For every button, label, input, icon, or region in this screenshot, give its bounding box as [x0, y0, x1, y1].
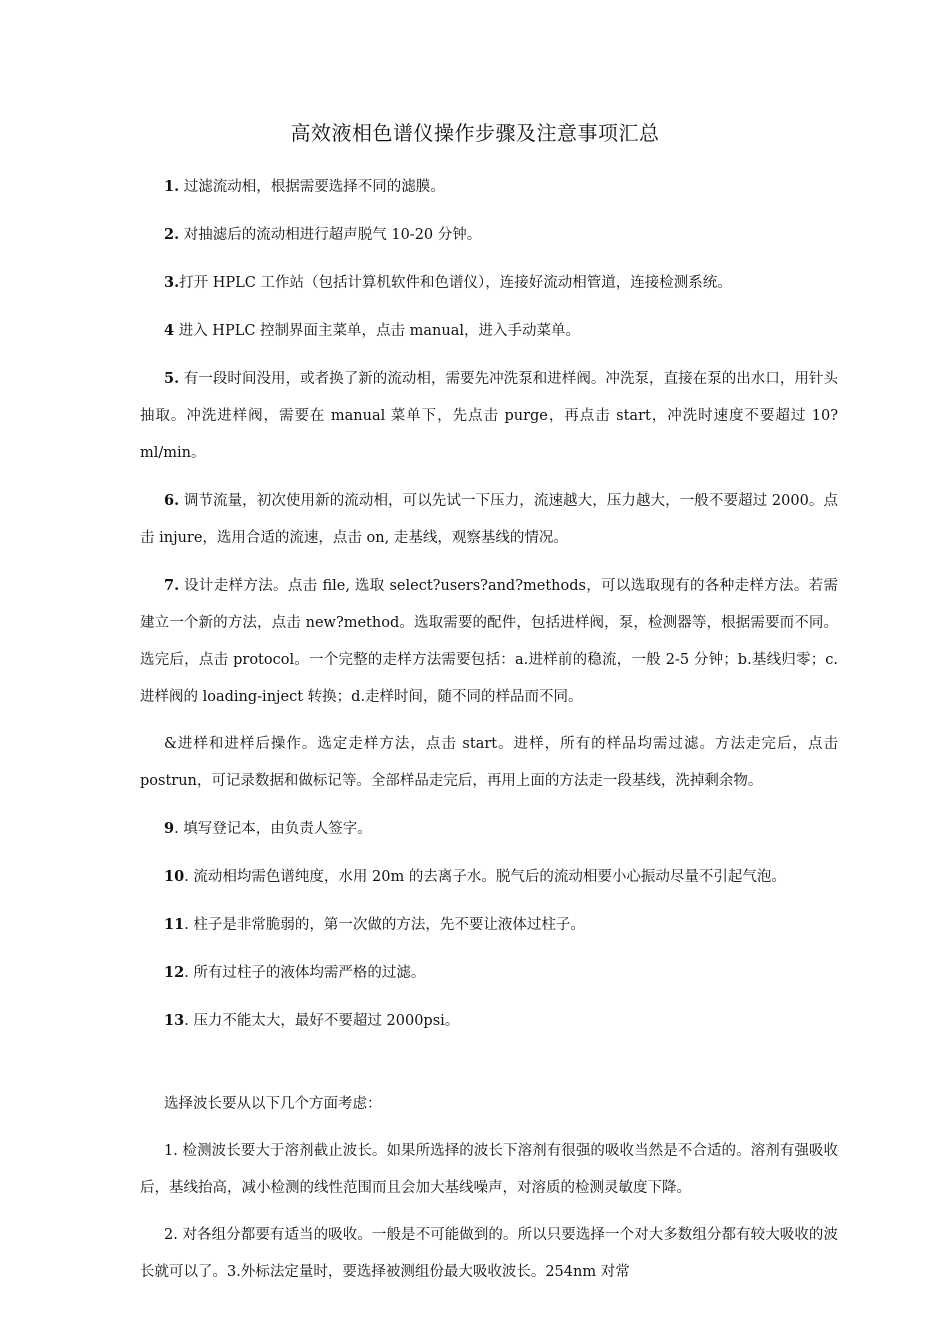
step-text: 设计走样方法。点击 file, 选取 select?users?and?methods，可以选取现有的各种走样方法。若需建立一个新的方法，点击 new?method。选取需要的配件，包括进样阀，泵，检测器等，根据需要而不同。选完后，点击 protocol。一个完整的走样方法需要包括：a.进样前的稳流，一般 2-5 分钟；b.基线归零；c.进样阀的 loading-inject 转换；d.走样时间，随不同的样品而不同。: [140, 578, 838, 705]
step-8: [140, 726, 838, 800]
section-gap: [140, 1050, 838, 1086]
step-number: 9: [164, 820, 175, 837]
step-text: . 所有过柱子的液体均需严格的过滤。: [184, 965, 426, 981]
step-10: [140, 858, 838, 896]
step-number: 3.: [164, 274, 180, 291]
step-text: . 柱子是非常脆弱的，第一次做的方法，先不要让液体过柱子。: [184, 917, 585, 933]
step-7: [140, 567, 838, 716]
step-13: [140, 1002, 838, 1040]
step-9: [140, 810, 838, 848]
step-text: . 压力不能太大，最好不要超过 2000psi。: [184, 1013, 460, 1029]
wavelength-item-2: 2. 对各组分都要有适当的吸收。一般是不可能做到的。所以只要选择一个对大多数组分都有较大吸收的波长就可以了。3.外标法定量时，要选择被测组份最大吸收波长。254nm 对常: [140, 1227, 838, 1280]
step-6: [140, 482, 838, 557]
step-text: 进入 HPLC 控制界面主菜单，点击 manual，进入手动菜单。: [178, 323, 581, 339]
document-title: 高效液相色谱仪操作步骤及注意事项汇总: [290, 121, 660, 145]
document-body: [140, 168, 838, 1291]
step-12: [140, 954, 838, 992]
step-text: &进样和进样后操作。选定走样方法，点击 start。进样，所有的样品均需过滤。方法走完后，点击 postrun，可记录数据和做标记等。全部样品走完后，再用上面的方法走一段基线，洗掉剩余物。: [140, 736, 838, 789]
step-11: [140, 906, 838, 944]
step-number: 12: [164, 964, 185, 981]
step-number: 2.: [164, 226, 180, 243]
step-text: 调节流量，初次使用新的流动相，可以先试一下压力，流速越大，压力越大，一般不要超过 2000。点击 injure，选用合适的流速，点击 on, 走基线，观察基线的情况。: [140, 493, 838, 546]
step-1: [140, 168, 838, 206]
step-number: 10: [164, 868, 185, 885]
step-text: 有一段时间没用，或者换了新的流动相，需要先冲洗泵和进样阀。冲洗泵，直接在泵的出水口，用针头抽取。冲洗进样阀，需要在 manual 菜单下，先点击 purge，再点击 start，冲洗时速度不要超过 10?ml/min。: [140, 371, 839, 461]
step-text: 过滤流动相，根据需要选择不同的滤膜。: [183, 179, 445, 195]
step-text: 对抽滤后的流动相进行超声脱气 10-20 分钟。: [183, 227, 482, 243]
step-number: 4: [164, 322, 175, 339]
step-number: 11: [164, 916, 185, 933]
step-number: 13: [164, 1012, 185, 1029]
wavelength-item-1: 1. 检测波长要大于溶剂截止波长。如果所选择的波长下溶剂有很强的吸收当然是不合适的。溶剂有强吸收后，基线抬高，减小检测的线性范围而且会加大基线噪声，对溶质的检测灵敏度下降。: [140, 1143, 838, 1196]
step-number: 7.: [164, 577, 180, 594]
step-number: 5.: [164, 370, 180, 387]
step-text: 打开 HPLC 工作站（包括计算机软件和色谱仪），连接好流动相管道，连接检测系统。: [179, 275, 732, 291]
wavelength-heading: 选择波长要从以下几个方面考虑：: [164, 1096, 382, 1112]
step-3: [140, 264, 838, 302]
step-text: . 填写登记本，由负责人签字。: [174, 821, 372, 837]
step-text: . 流动相均需色谱纯度，水用 20m 的去离子水。脱气后的流动相要小心振动尽量不引起气泡。: [184, 869, 786, 885]
step-5: [140, 360, 838, 472]
step-2: [140, 216, 838, 254]
step-number: 6.: [164, 492, 180, 509]
step-number: 1.: [164, 178, 180, 195]
step-4: [140, 312, 838, 350]
